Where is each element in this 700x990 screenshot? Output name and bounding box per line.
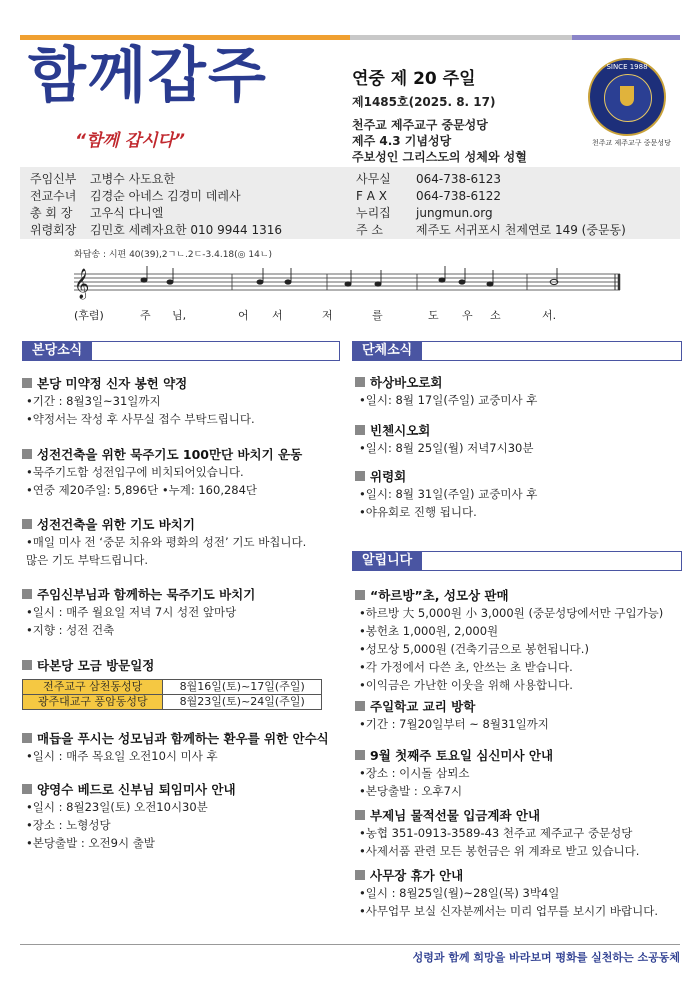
- item-title: 타본당 모금 방문일정: [37, 658, 155, 673]
- item-title: 양영수 베드로 신부님 퇴임미사 안내: [37, 782, 236, 797]
- item-line: •일시 : 8월23일(토) 오전10시30분: [26, 800, 208, 814]
- contact-right: [356, 171, 626, 239]
- item-line: •본당출발 : 오후7시: [359, 784, 463, 798]
- item-line: •매일 미사 전 ‘중문 치유와 평화의 성전’ 기도 바칩니다.: [26, 535, 307, 549]
- top-color-bar: [20, 35, 680, 40]
- visit-date: 8월16일(토)~17일(주일): [163, 680, 322, 695]
- contact-value: 제주도 서귀포시 천제연로 149 (중문동): [416, 223, 626, 237]
- item-line: •장소 : 이시돌 삼뫼소: [359, 766, 470, 780]
- parish-line: 주보성인 그리스도의 성체와 성혈: [352, 150, 527, 164]
- item-line: •본당출발 : 오전9시 출발: [26, 836, 155, 850]
- contact-row: [356, 188, 626, 205]
- contact-row: [356, 205, 626, 222]
- contact-key: 주 소: [356, 223, 383, 237]
- item-title: 부제님 물적선물 입금계좌 안내: [370, 808, 541, 823]
- parish-line: 천주교 제주교구 중문성당: [352, 118, 488, 132]
- contact-row: [356, 171, 626, 188]
- lyric: 서.: [542, 309, 557, 322]
- parish-item: [22, 374, 342, 428]
- notice-item: [355, 866, 685, 920]
- chalice-icon: [620, 86, 634, 106]
- seal-text: SINCE 1988: [606, 63, 648, 71]
- item-title: “하르방”초, 성모상 판매: [370, 588, 509, 603]
- parish-item: [22, 585, 342, 639]
- notice-item: [355, 586, 685, 694]
- lyric: 주: [140, 309, 151, 322]
- contact-key: 주임신부: [30, 172, 77, 186]
- item-line: •일시 : 8월25일(월)~28일(목) 3박4일: [359, 886, 560, 900]
- item-line: •기간 : 7월20일부터 ~ 8월31일까지: [359, 717, 549, 731]
- contact-left: [30, 171, 282, 239]
- visit-schedule-table: [22, 679, 322, 710]
- contact-row: [30, 222, 282, 239]
- item-line: •하르방 大 5,000원 小 3,000원 (중문성당에서만 구입가능): [359, 606, 664, 620]
- contact-box: [20, 167, 680, 239]
- item-line: •각 가정에서 다쓴 초, 안쓰는 초 받습니다.: [359, 660, 573, 674]
- bullet-square-icon: [355, 590, 365, 600]
- section-notices: [352, 551, 682, 571]
- seal-caption: 천주교 제주교구 중문성당: [592, 139, 671, 147]
- lyric: 저: [322, 309, 333, 322]
- contact-value: 고우식 다니엘: [90, 206, 164, 220]
- issue-info: [352, 64, 527, 165]
- lyric: 우: [462, 309, 473, 322]
- parish-item: [22, 445, 342, 499]
- parish-name-lines: [352, 117, 527, 165]
- contact-value: jungmun.org: [416, 206, 493, 220]
- lyric: 서: [272, 309, 283, 322]
- item-line: •일시: 8월 17일(주일) 교중미사 후: [359, 393, 538, 407]
- item-title: 하상바오로회: [370, 375, 443, 390]
- contact-value: 064-738-6122: [416, 189, 502, 203]
- issue-number: 제1485호(2025. 8. 17): [352, 95, 496, 109]
- item-title: 매듭을 푸시는 성모님과 함께하는 환우를 위한 안수식: [37, 731, 329, 746]
- item-title: 성전건축을 위한 묵주기도 100만단 바치기 운동: [37, 447, 303, 462]
- item-line: •묵주기도함 성전입구에 비치되어있습니다.: [26, 465, 244, 479]
- item-line: •이익금은 가난한 이웃을 위해 사용합니다.: [359, 678, 573, 692]
- bullet-square-icon: [22, 589, 32, 599]
- bullet-square-icon: [355, 701, 365, 711]
- item-title: 위령회: [370, 469, 407, 484]
- week-title: 연중 제 20 주일: [352, 69, 476, 89]
- table-row: [23, 695, 322, 710]
- contact-key: F A X: [356, 189, 387, 203]
- contact-value: 김경순 아네스 김경미 데레사: [90, 189, 241, 203]
- bullet-square-icon: [22, 449, 32, 459]
- section-title: 본당소식: [22, 341, 92, 361]
- parish-item: [22, 656, 342, 674]
- top-bar-orange: [20, 35, 350, 40]
- item-line: •일시 : 매주 월요일 저녁 7시 성전 앞마당: [26, 605, 237, 619]
- item-line: •일시: 8월 31일(주일) 교중미사 후: [359, 487, 538, 501]
- parish-item: [22, 729, 352, 765]
- contact-value: 064-738-6123: [416, 172, 502, 186]
- item-title: 본당 미약정 신자 봉헌 약정: [37, 376, 188, 391]
- contact-row: [30, 171, 282, 188]
- item-line: •야유회로 진행 됩니다.: [359, 505, 477, 519]
- lyric: 어: [238, 309, 249, 322]
- contact-value: 김민호 세례자요한 010 9944 1316: [90, 223, 282, 237]
- contact-key: 전교수녀: [30, 189, 77, 203]
- item-line: •성모상 5,000원 (건축기금으로 봉헌됩니다.): [359, 642, 589, 656]
- parish-line: 제주 4.3 기념성당: [352, 134, 452, 148]
- item-line: •장소 : 노형성당: [26, 818, 111, 832]
- section-parish-news: [22, 341, 340, 361]
- lyric: 도: [428, 309, 439, 322]
- notice-item: [355, 697, 680, 733]
- contact-key: 위령회장: [30, 223, 77, 237]
- table-row: [23, 680, 322, 695]
- masthead-title: 함께갑주: [28, 41, 268, 111]
- parish-item: [22, 515, 342, 569]
- bullet-square-icon: [22, 378, 32, 388]
- contact-row: [356, 222, 626, 239]
- item-title: 주임신부님과 함께하는 묵주기도 바치기: [37, 587, 256, 602]
- section-title: 단체소식: [352, 341, 422, 361]
- parish-item: [22, 780, 342, 852]
- contact-row: [30, 205, 282, 222]
- bullet-square-icon: [355, 471, 365, 481]
- contact-key: 누리집: [356, 206, 391, 220]
- bullet-square-icon: [355, 870, 365, 880]
- bullet-square-icon: [355, 810, 365, 820]
- notice-item: [355, 746, 680, 800]
- footer-motto: 성령과 함께 희망을 바라보며 평화를 실천하는 소공동체: [412, 951, 680, 964]
- masthead-slogan: “함께 갑시다”: [75, 131, 185, 151]
- bullet-square-icon: [22, 519, 32, 529]
- group-item: [355, 373, 680, 409]
- item-line: 많은 기도 부탁드립니다.: [26, 553, 149, 567]
- notice-item: [355, 806, 685, 860]
- lyric: 를: [372, 309, 383, 322]
- item-line: •기간 : 8월3일~31일까지: [26, 394, 161, 408]
- item-line: •약정서는 작성 후 사무실 접수 부탁드립니다.: [26, 412, 255, 426]
- bullet-square-icon: [355, 425, 365, 435]
- footer-divider: [20, 944, 680, 945]
- item-title: 빈첸시오회: [370, 423, 431, 438]
- bullet-square-icon: [22, 784, 32, 794]
- section-title: 알립니다: [352, 551, 422, 571]
- item-line: •일시: 8월 25일(월) 저녁7시30분: [359, 441, 534, 455]
- parish-seal-logo: [588, 58, 666, 136]
- item-line: •지향 : 성전 건축: [26, 623, 115, 637]
- bullet-square-icon: [22, 660, 32, 670]
- lyric: 소: [490, 309, 501, 322]
- item-line: •사무업무 보실 신자분께서는 미리 업무를 보시기 바랍니다.: [359, 904, 658, 918]
- psalm-label: 화답송 : 시편 40(39),2ㄱㄴ.2ㄷ-3.4.18(◎ 14ㄴ): [74, 250, 273, 260]
- visit-date: 8월23일(토)~24일(주일): [163, 695, 322, 710]
- item-line: •사제서품 관련 모든 봉헌금은 위 계좌로 받고 있습니다.: [359, 844, 640, 858]
- group-item: [355, 421, 680, 457]
- group-item: [355, 467, 680, 521]
- contact-key: 총 회 장: [30, 206, 73, 220]
- item-line: •농협 351-0913-3589-43 천주교 제주교구 중문성당: [359, 826, 633, 840]
- item-line: •일시 : 매주 목요일 오전10시 미사 후: [26, 749, 218, 763]
- lyric: 님,: [172, 309, 187, 322]
- contact-value: 고병수 사도요한: [90, 172, 175, 186]
- top-bar-purple: [572, 35, 680, 40]
- visit-church: 전주교구 삼천동성당: [23, 680, 163, 695]
- lyric: (후렴): [74, 309, 104, 322]
- bullet-square-icon: [355, 750, 365, 760]
- bullet-square-icon: [22, 733, 32, 743]
- item-title: 성전건축을 위한 기도 바치기: [37, 517, 195, 532]
- top-bar-gray: [350, 35, 572, 40]
- bullet-square-icon: [355, 377, 365, 387]
- visit-church: 광주대교구 풍암동성당: [23, 695, 163, 710]
- item-line: •연중 제20주일: 5,896단 •누계: 160,284단: [26, 483, 258, 497]
- svg-text:𝄞: 𝄞: [74, 269, 90, 299]
- contact-row: [30, 188, 282, 205]
- item-title: 9월 첫째주 토요일 심신미사 안내: [370, 748, 554, 763]
- contact-key: 사무실: [356, 172, 391, 186]
- section-group-news: [352, 341, 682, 361]
- item-line: •봉헌초 1,000원, 2,000원: [359, 624, 499, 638]
- item-title: 주일학교 교리 방학: [370, 699, 476, 714]
- item-title: 사무장 휴가 안내: [370, 868, 464, 883]
